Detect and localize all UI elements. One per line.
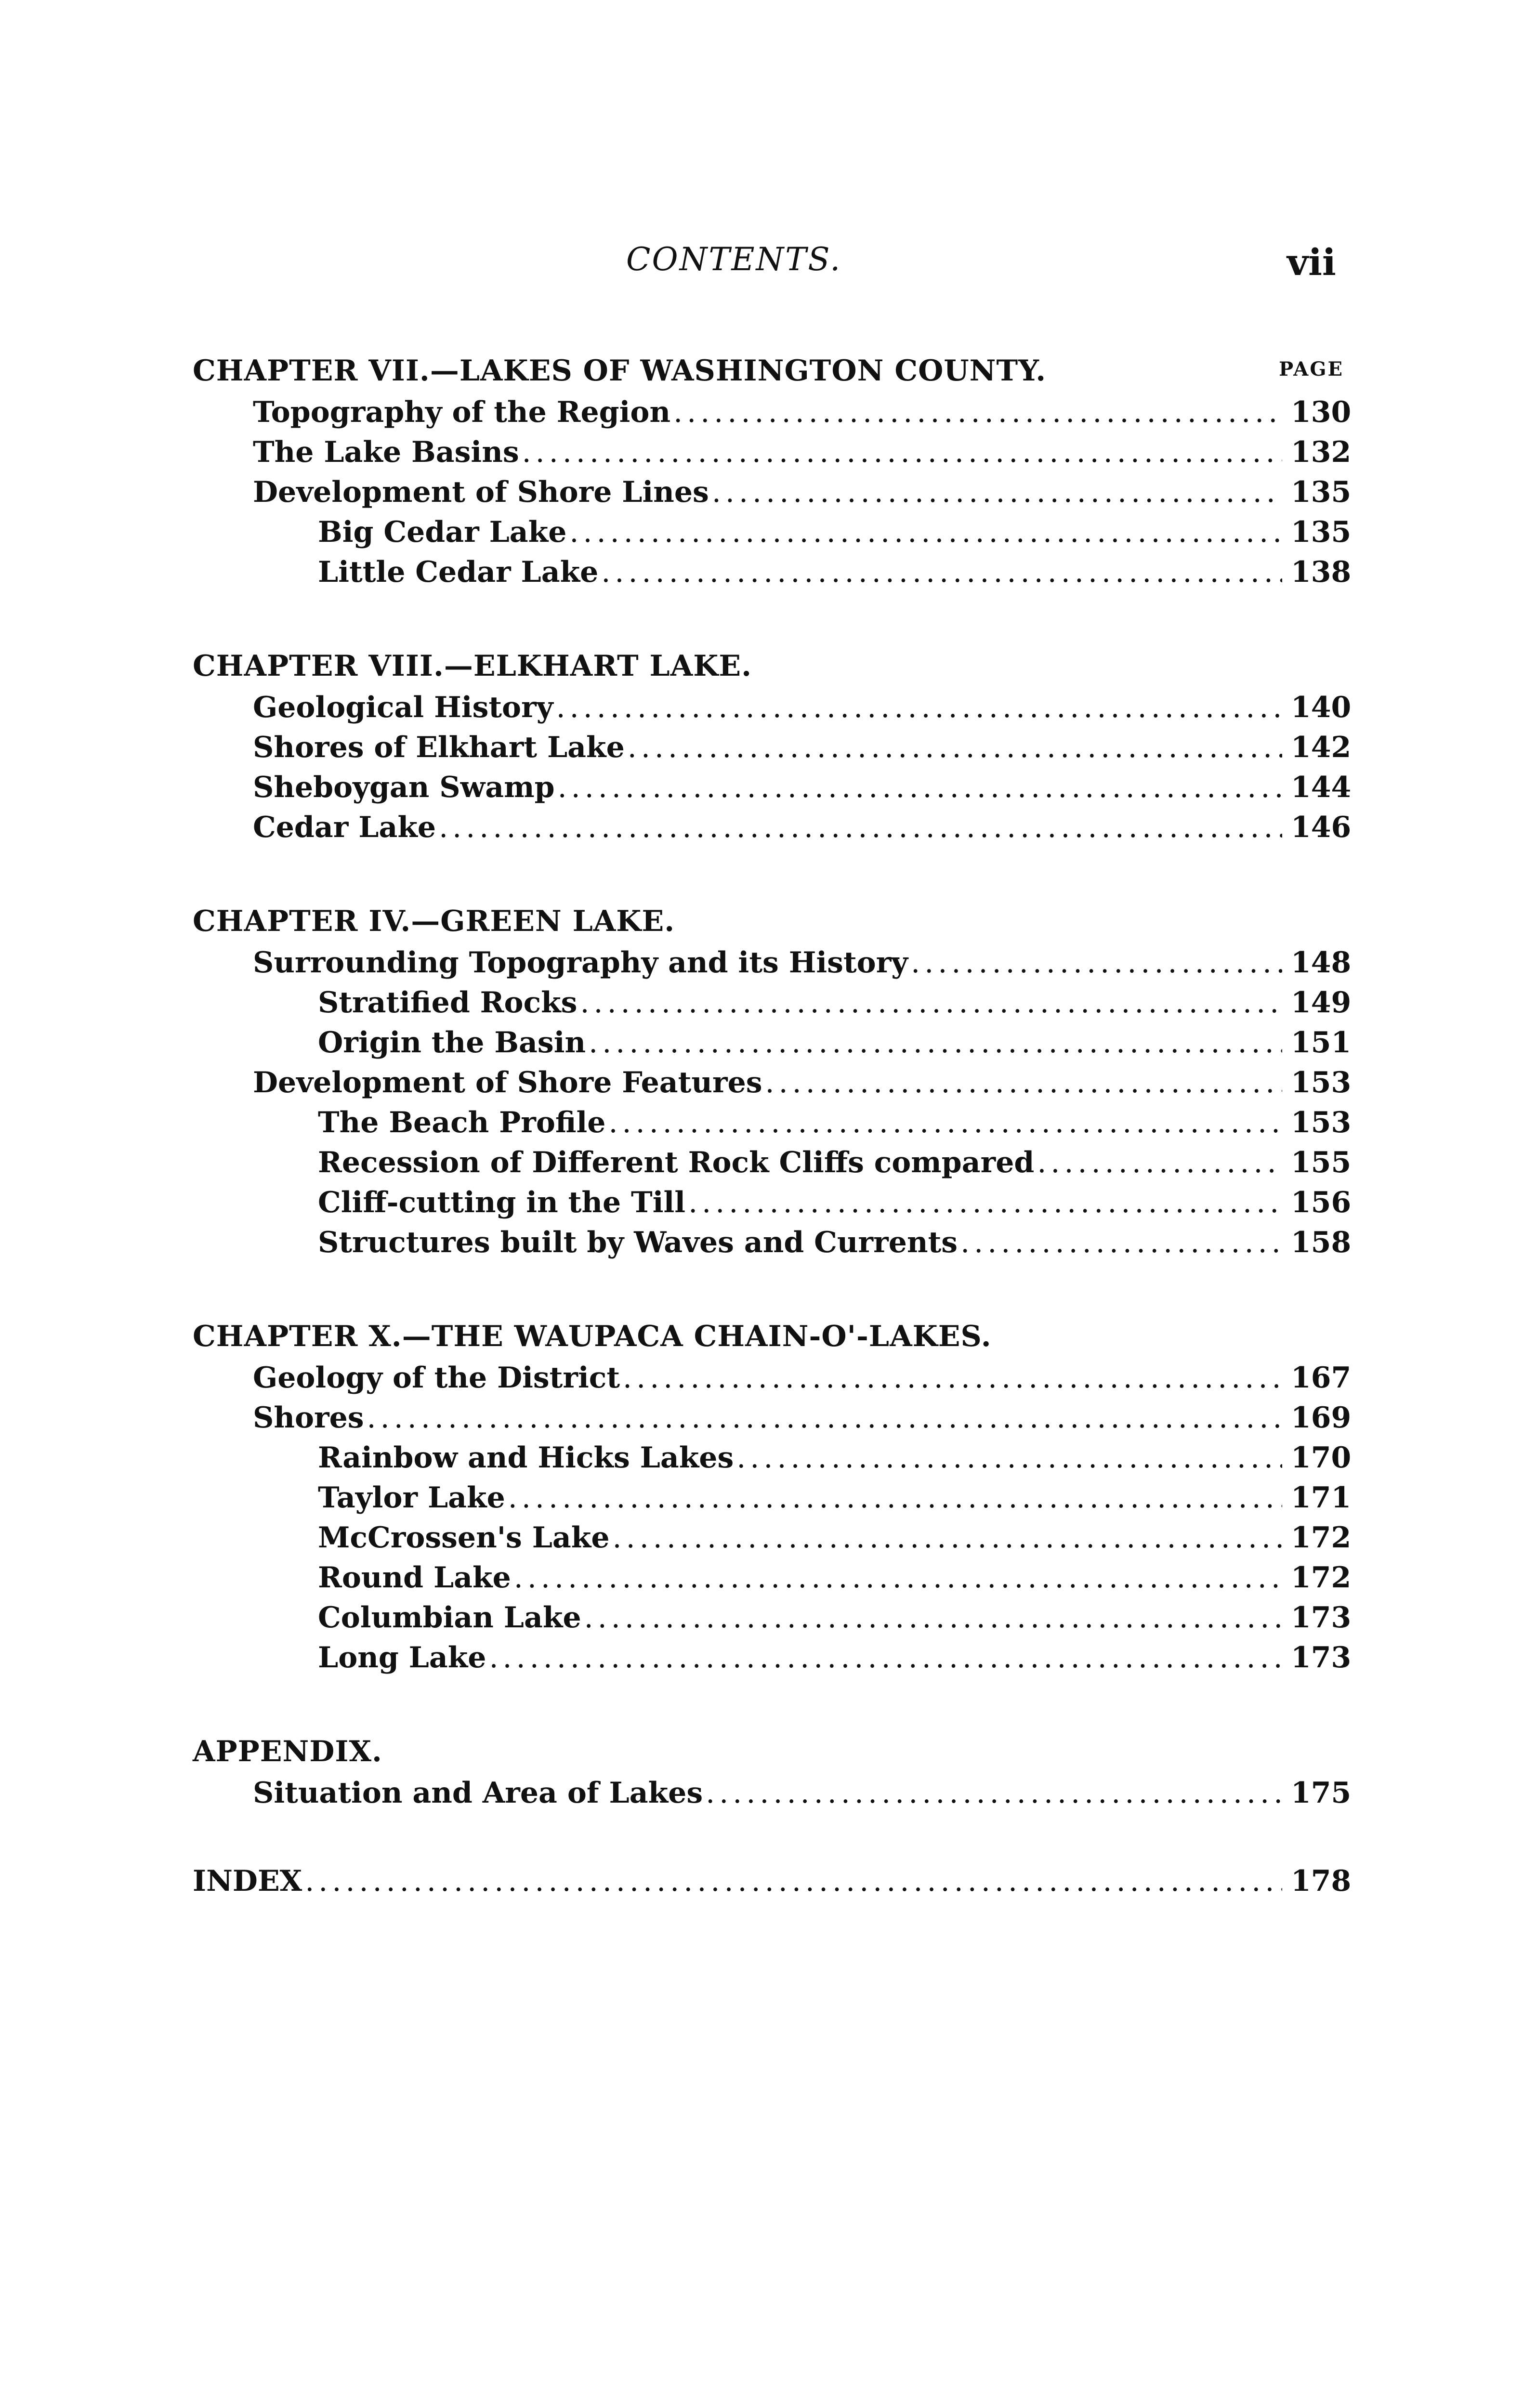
toc-section-appendix bbox=[193, 1735, 1352, 1816]
toc-entry-page: 170 bbox=[1291, 1441, 1352, 1475]
toc-entry-page: 175 bbox=[1291, 1776, 1352, 1810]
toc-entry-label: Columbian Lake bbox=[318, 1601, 581, 1635]
toc-entry-page: 153 bbox=[1291, 1066, 1352, 1099]
chapter-heading bbox=[193, 904, 1344, 946]
leader-dots bbox=[608, 1106, 1282, 1139]
leader-dots bbox=[601, 555, 1282, 589]
toc-entry-label: Big Cedar Lake bbox=[318, 515, 567, 549]
toc-entry-page: 138 bbox=[1291, 555, 1352, 589]
toc-entry-index[interactable] bbox=[193, 1864, 1352, 1904]
toc-entry[interactable] bbox=[193, 946, 1352, 986]
page-number: vii bbox=[1287, 241, 1336, 284]
toc-entry[interactable] bbox=[193, 395, 1352, 435]
toc-entry-label: Origin the Basin bbox=[318, 1026, 586, 1060]
toc-entry-page: 148 bbox=[1291, 946, 1352, 980]
toc-entry-page: 135 bbox=[1291, 475, 1352, 509]
toc-entry[interactable] bbox=[193, 1776, 1352, 1816]
toc-entry[interactable] bbox=[193, 1481, 1352, 1521]
toc-entry-page: 173 bbox=[1291, 1641, 1352, 1675]
leader-dots bbox=[1037, 1146, 1282, 1179]
toc-entry-label: Surrounding Topography and its History bbox=[253, 946, 908, 980]
toc-entry[interactable] bbox=[193, 1026, 1352, 1066]
toc-entry-page: 172 bbox=[1291, 1561, 1352, 1595]
toc-section-chapter-8 bbox=[193, 649, 1352, 851]
leader-dots bbox=[522, 435, 1282, 469]
toc-entry[interactable] bbox=[193, 731, 1352, 771]
toc-entry-page: 140 bbox=[1291, 691, 1352, 724]
toc-entry[interactable] bbox=[193, 1561, 1352, 1601]
leader-dots bbox=[712, 475, 1282, 509]
leader-dots bbox=[688, 1186, 1282, 1219]
toc-entry-page: 156 bbox=[1291, 1186, 1352, 1219]
leader-dots bbox=[736, 1441, 1282, 1475]
leader-dots bbox=[558, 771, 1282, 804]
toc-entry-label: Sheboygan Swamp bbox=[253, 771, 555, 804]
leader-dots bbox=[673, 395, 1282, 429]
leader-dots bbox=[508, 1481, 1282, 1515]
toc-entry-label: The Beach Profile bbox=[318, 1106, 606, 1139]
toc-entry-page: 144 bbox=[1291, 771, 1352, 804]
toc-entry[interactable] bbox=[193, 1601, 1352, 1641]
toc-entry[interactable] bbox=[193, 475, 1352, 515]
toc-entry-page: 135 bbox=[1291, 515, 1352, 549]
toc-entry-page: 169 bbox=[1291, 1401, 1352, 1435]
leader-dots bbox=[367, 1401, 1282, 1435]
toc-entry[interactable] bbox=[193, 1146, 1352, 1186]
toc-entry[interactable] bbox=[193, 435, 1352, 475]
chapter-heading bbox=[193, 1320, 1344, 1361]
toc-entry-page: 178 bbox=[1291, 1864, 1352, 1898]
toc-entry-page: 155 bbox=[1291, 1146, 1352, 1179]
toc-entry-label: Development of Shore Lines bbox=[253, 475, 709, 509]
toc-entry[interactable] bbox=[193, 986, 1352, 1026]
toc-entry-page: 173 bbox=[1291, 1601, 1352, 1635]
toc-entry-label: McCrossen's Lake bbox=[318, 1521, 610, 1555]
toc-entry-label: Situation and Area of Lakes bbox=[253, 1776, 703, 1810]
toc-entry[interactable] bbox=[193, 1641, 1352, 1681]
chapter-heading-text: APPENDIX. bbox=[193, 1735, 382, 1768]
leader-dots bbox=[613, 1521, 1282, 1555]
chapter-heading-text: CHAPTER X.—THE WAUPACA CHAIN-O'-LAKES. bbox=[193, 1320, 992, 1353]
toc-entry-label: Round Lake bbox=[318, 1561, 511, 1595]
toc-entry[interactable] bbox=[193, 1226, 1352, 1266]
leader-dots bbox=[623, 1361, 1282, 1395]
toc-entry-page: 151 bbox=[1291, 1026, 1352, 1060]
toc-entry-page: 130 bbox=[1291, 395, 1352, 429]
toc-entry-label: Geology of the District bbox=[253, 1361, 620, 1395]
toc-entry[interactable] bbox=[193, 1361, 1352, 1401]
toc-entry-label: Taylor Lake bbox=[318, 1481, 505, 1515]
toc-entry-page: 153 bbox=[1291, 1106, 1352, 1139]
chapter-heading bbox=[193, 1735, 1344, 1776]
toc-entry-page: 167 bbox=[1291, 1361, 1352, 1395]
toc-entry-page: 171 bbox=[1291, 1481, 1352, 1515]
toc-entry-label: Long Lake bbox=[318, 1641, 486, 1675]
toc-entry[interactable] bbox=[193, 1401, 1352, 1441]
toc-entry-label: Development of Shore Features bbox=[253, 1066, 762, 1099]
leader-dots bbox=[489, 1641, 1282, 1675]
chapter-heading bbox=[193, 354, 1344, 395]
leader-dots bbox=[765, 1066, 1282, 1099]
toc-entry-label: Cliff-cutting in the Till bbox=[318, 1186, 686, 1219]
leader-dots bbox=[589, 1026, 1282, 1060]
toc-entry[interactable] bbox=[193, 1186, 1352, 1226]
toc-entry-label: Little Cedar Lake bbox=[318, 555, 599, 589]
toc-entry-label: Rainbow and Hicks Lakes bbox=[318, 1441, 734, 1475]
leader-dots bbox=[305, 1864, 1282, 1898]
toc-entry-label: Cedar Lake bbox=[253, 811, 436, 844]
toc-entry[interactable] bbox=[193, 691, 1352, 731]
toc-entry-label: Recession of Different Rock Cliffs compared bbox=[318, 1146, 1035, 1179]
toc-entry-label: Structures built by Waves and Currents bbox=[318, 1226, 958, 1259]
leader-dots bbox=[706, 1776, 1282, 1810]
chapter-heading-text: CHAPTER IV.—GREEN LAKE. bbox=[193, 904, 675, 938]
leader-dots bbox=[569, 515, 1282, 549]
toc-entry-label: The Lake Basins bbox=[253, 435, 519, 469]
table-of-contents bbox=[193, 354, 1352, 1904]
toc-entry[interactable] bbox=[193, 555, 1352, 595]
leader-dots bbox=[514, 1561, 1282, 1595]
leader-dots bbox=[628, 731, 1282, 764]
toc-entry-label: Shores bbox=[253, 1401, 364, 1435]
leader-dots bbox=[584, 1601, 1282, 1635]
toc-entry-label: Topography of the Region bbox=[253, 395, 671, 429]
toc-section-chapter-10 bbox=[193, 1320, 1352, 1681]
toc-entry[interactable] bbox=[193, 771, 1352, 811]
toc-entry[interactable] bbox=[193, 515, 1352, 555]
leader-dots bbox=[580, 986, 1282, 1020]
toc-section-chapter-9 bbox=[193, 904, 1352, 1266]
toc-entry-page: 146 bbox=[1291, 811, 1352, 844]
toc-entry-label: Stratified Rocks bbox=[318, 986, 578, 1020]
toc-entry-page: 172 bbox=[1291, 1521, 1352, 1555]
toc-section-chapter-7 bbox=[193, 354, 1352, 595]
toc-entry[interactable] bbox=[193, 1066, 1352, 1106]
toc-entry[interactable] bbox=[193, 1106, 1352, 1146]
toc-entry-label: Geological History bbox=[253, 691, 553, 724]
toc-entry[interactable] bbox=[193, 1441, 1352, 1481]
toc-entry-label: Shores of Elkhart Lake bbox=[253, 731, 625, 764]
chapter-heading-text: CHAPTER VII.—LAKES OF WASHINGTON COUNTY. bbox=[193, 354, 1047, 388]
toc-entry-label: INDEX bbox=[193, 1864, 302, 1898]
chapter-heading-text: CHAPTER VIII.—ELKHART LAKE. bbox=[193, 649, 752, 683]
page-column-label: PAGE bbox=[1279, 358, 1344, 380]
toc-entry-page: 149 bbox=[1291, 986, 1352, 1020]
chapter-heading bbox=[193, 649, 1344, 691]
leader-dots bbox=[556, 691, 1282, 724]
leader-dots bbox=[960, 1226, 1282, 1259]
toc-entry-page: 132 bbox=[1291, 435, 1352, 469]
leader-dots bbox=[911, 946, 1282, 980]
toc-entry[interactable] bbox=[193, 811, 1352, 851]
running-head-title: CONTENTS. bbox=[626, 241, 842, 278]
toc-entry-page: 158 bbox=[1291, 1226, 1352, 1259]
toc-entry[interactable] bbox=[193, 1521, 1352, 1561]
leader-dots bbox=[439, 811, 1282, 844]
toc-entry-page: 142 bbox=[1291, 731, 1352, 764]
